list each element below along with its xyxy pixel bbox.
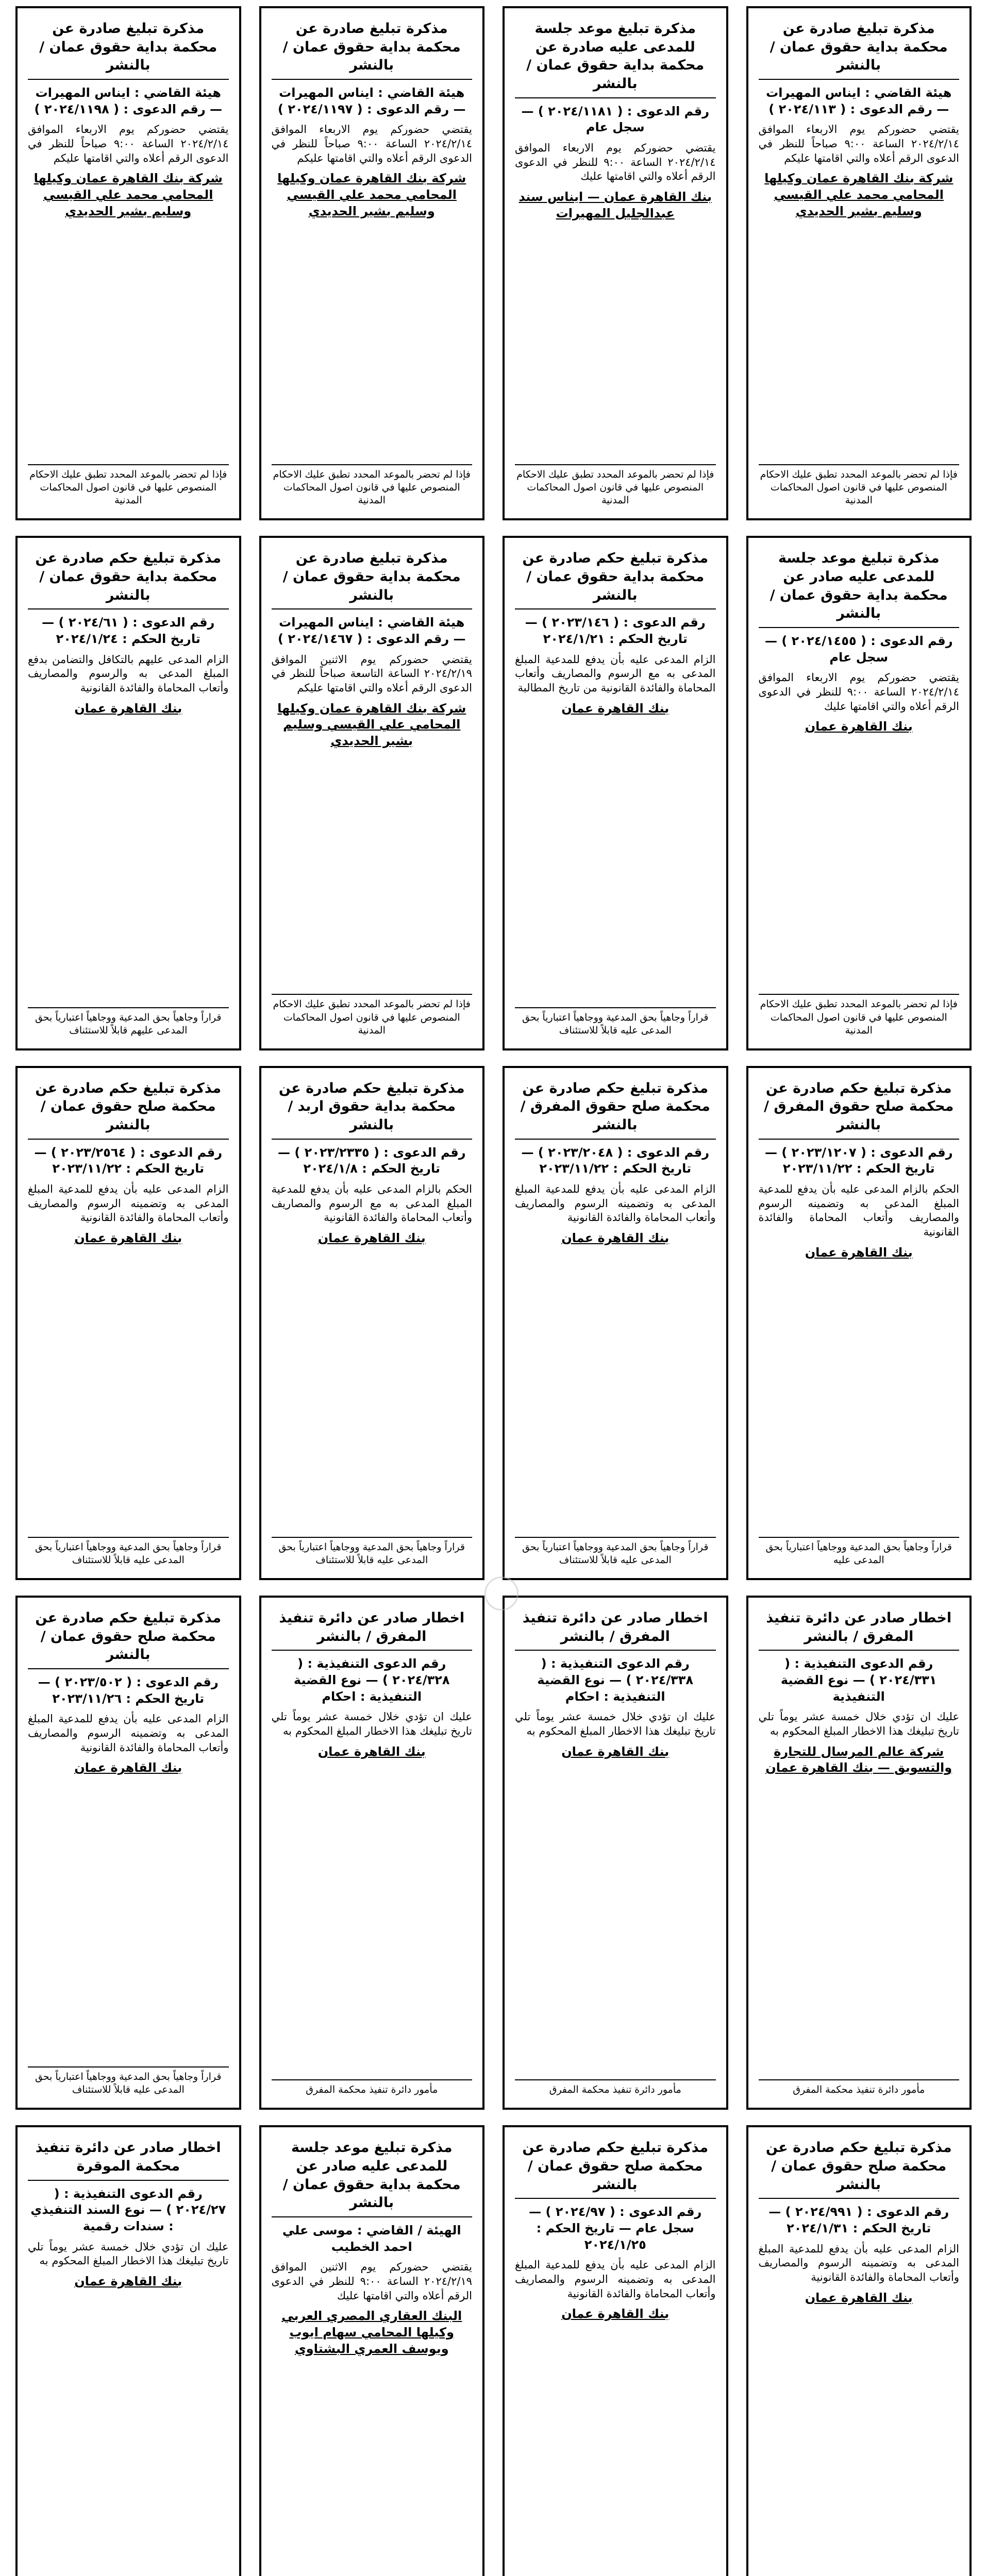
notice-body: يقتضي حضوركم يوم الاربعاء الموافق ٢٠٢٤/٢/١٤ الساعة ٩:٠٠ للنظر في الدعوى الرقم أعلاه والتي اقامتها عليك	[515, 141, 716, 183]
notice-footer: فإذا لم تحضر بالموعد المحدد تطبق عليك الاحكام المنصوص عليها في قانون اصول المحاكمات المدنية	[272, 994, 473, 1037]
notice-party: البنك العقاري المصري العربي وكيلها المحامي سهام ايوب ويوسف العمري البشتاوي	[281, 2309, 462, 2356]
notice-title: مذكرة تبليغ حكم صادرة عن محكمة بداية حقوق عمان / بالنشر	[28, 549, 229, 609]
notice-box	[503, 1596, 728, 2110]
notice-party: بنك القاهرة عمان	[561, 1744, 670, 1759]
notice-box	[259, 6, 485, 520]
notice-title: مذكرة تبليغ حكم صادرة عن محكمة بداية حقوق اربد / بالنشر	[272, 1079, 473, 1140]
notice-body: يقتضي حضوركم يوم الاثنين الموافق ٢٠٢٤/٢/١٩ الساعة ٩:٠٠ للنظر في الدعوى الرقم أعلاه والتي اقامتها عليك	[271, 2261, 472, 2302]
notice-meta: رقم الدعوى التنفيذية : ( ٢٠٢٤/٣٢٨ ) — نوع القضية التنفيذية : احكام	[293, 1656, 450, 1704]
notice-box	[746, 536, 972, 1050]
notice-body: يقتضي حضوركم يوم الاربعاء الموافق ٢٠٢٤/٢/١٤ الساعة ٩:٠٠ صباحاً للنظر في الدعوى الرقم أعلاه والتي اقامتها عليكم	[758, 123, 959, 164]
notice-box	[746, 2125, 972, 2576]
notice-box	[503, 6, 728, 520]
notice-title: مذكرة تبليغ حكم صادرة عن محكمة صلح حقوق عمان / بالنشر	[759, 2139, 960, 2199]
notice-meta: رقم الدعوى التنفيذية : ( ٢٠٢٤/٣٣١ ) — نوع القضية التنفيذية	[780, 1656, 937, 1704]
notice-title: مذكرة تبليغ صادرة عن محكمة بداية حقوق عمان / بالنشر	[272, 20, 473, 80]
notice-party: شركة بنك القاهرة عمان وكيلها المحامي محمد علي القيسي وسليم بشير الحديدي	[277, 171, 466, 218]
notice-box	[746, 1066, 972, 1580]
notice-title: اخطار صادر عن دائرة تنفيذ المفرق / بالنشر	[515, 1609, 716, 1651]
notice-footer: قراراً وجاهياً بحق المدعية ووجاهياً اعتبارياً بحق المدعى عليه قابلاً للاستئناف	[272, 1537, 473, 1567]
notice-meta: رقم الدعوى : ( ٢٠٢٣/٥٠٢ ) — تاريخ الحكم : ٢٠٢٣/١١/٢٦	[38, 1674, 219, 1706]
notice-body: الحكم بالزام المدعى عليه بأن يدفع للمدعية المبلغ المدعى به وتضمينه الرسوم والمصاريف وأتعاب المحاماة والفائدة القانونية	[758, 1182, 959, 1239]
notice-body: عليك ان تؤدي خلال خمسة عشر يوماً تلي تاريخ تبليغك هذا الاخطار المبلغ المحكوم به	[515, 1710, 716, 1737]
notice-body: الحكم بالزام المدعى عليه بأن يدفع للمدعية المبلغ المدعى به مع الرسوم والمصاريف وأتعاب المحاماة والفائدة القانونية	[271, 1182, 472, 1224]
notice-box	[15, 6, 241, 520]
notice-box	[15, 1066, 241, 1580]
notice-meta: هيئة القاضي : ايناس المهيرات — رقم الدعوى : ( ٢٠٢٤/١١٩٧ )	[277, 85, 466, 116]
notice-party: بنك القاهرة عمان	[805, 1245, 913, 1260]
notice-meta: رقم الدعوى : ( ٢٠٢٤/١٤٥٥ ) — سجل عام	[764, 633, 953, 665]
notice-body: عليك ان تؤدي خلال خمسة عشر يوماً تلي تاريخ تبليغك هذا الاخطار المبلغ المحكوم به	[28, 2240, 229, 2267]
notice-body: الزام المدعى عليه بأن يدفع للمدعية المبلغ المدعى به وتضمينه الرسوم والمصاريف وأتعاب المحاماة والفائدة القانونية	[515, 1182, 716, 1224]
notice-title: مذكرة تبليغ موعد جلسة للمدعى عليه صادرة عن محكمة بداية حقوق عمان / بالنشر	[515, 20, 716, 98]
notice-footer: قراراً وجاهياً بحق المدعية ووجاهياً اعتبارياً بحق المدعى عليه	[759, 1537, 960, 1567]
notice-footer: مأمور دائرة تنفيذ محكمة المفرق	[272, 2079, 473, 2096]
watermark-seal-icon	[484, 1577, 518, 1611]
notice-box	[746, 1596, 972, 2110]
notice-party: بنك القاهرة عمان	[805, 719, 913, 734]
notice-meta: رقم الدعوى : ( ٢٠٢٣/٢٣٣٥ ) — تاريخ الحكم : ٢٠٢٤/١/٨	[277, 1145, 466, 1176]
notice-meta: رقم الدعوى : ( ٢٠٢٣/١٤٦ ) — تاريخ الحكم : ٢٠٢٤/١/٢١	[525, 615, 706, 646]
notice-body: الزام المدعى عليه بأن يدفع للمدعية المبلغ المدعى به مع الرسوم والمصاريف وأتعاب المحاماة والفائدة القانونية من تاريخ المطالبة	[515, 653, 716, 694]
notice-footer: قراراً وجاهياً بحق المدعية ووجاهياً اعتبارياً بحق المدعى عليهم قابلاً للاستئناف	[28, 1007, 229, 1037]
notice-body: يقتضي حضوركم يوم الاثنين الموافق ٢٠٢٤/٢/١٩ الساعة التاسعة صباحاً للنظر في الدعوى الرقم أعلاه والتي اقامتها عليكم	[271, 653, 472, 694]
notice-footer: فإذا لم تحضر بالموعد المحدد تطبق عليك الاحكام المنصوص عليها في قانون اصول المحاكمات المدنية	[759, 994, 960, 1037]
notice-body: عليك ان تؤدي خلال خمسة عشر يوماً تلي تاريخ تبليغك هذا الاخطار المبلغ المحكوم به	[271, 1710, 472, 1737]
notice-body: الزام المدعى عليهم بالتكافل والتضامن بدفع المبلغ المدعى به والرسوم والمصاريف وأتعاب المحاماة والفائدة القانونية	[28, 653, 229, 694]
notice-body: عليك ان تؤدي خلال خمسة عشر يوماً تلي تاريخ تبليغك هذا الاخطار المبلغ المحكوم به	[758, 1710, 959, 1737]
notice-party: بنك القاهرة عمان — ايناس سند عبدالجليل المهيرات	[518, 190, 712, 221]
notice-party: بنك القاهرة عمان	[561, 1231, 670, 1246]
notice-title: مذكرة تبليغ حكم صادرة عن محكمة صلح حقوق عمان / بالنشر	[28, 1609, 229, 1669]
notice-footer: مأمور دائرة تنفيذ محكمة المفرق	[515, 2079, 716, 2096]
notice-meta: رقم الدعوى التنفيذية : ( ٢٠٢٤/٣٣٨ ) — نوع القضية التنفيذية : احكام	[537, 1656, 694, 1704]
notice-party: شركة عالم المرسال للتجارة والتسويق — بنك القاهرة عمان	[765, 1744, 952, 1775]
notice-title: مذكرة تبليغ حكم صادرة عن محكمة بداية حقوق عمان / بالنشر	[515, 549, 716, 609]
notice-box	[15, 536, 241, 1050]
notice-body: الزام المدعى عليه بأن يدفع للمدعية المبلغ المدعى به وتضمينه الرسوم والمصاريف وأتعاب المحاماة والفائدة القانونية	[758, 2242, 959, 2283]
notice-meta: رقم الدعوى : ( ٢٠٢٤/١١٨١ ) — سجل عام	[521, 104, 710, 135]
notice-title: مذكرة تبليغ حكم صادرة عن محكمة صلح حقوق عمان / بالنشر	[28, 1079, 229, 1140]
notice-party: شركة بنك القاهرة عمان وكيلها المحامي محمد علي القيسي وسليم بشير الحديدي	[34, 171, 223, 218]
notice-meta: هيئة القاضي : ايناس المهيرات — رقم الدعوى : ( ٢٠٢٤/١١٣ )	[766, 85, 952, 116]
notice-box	[259, 2125, 485, 2576]
notice-party: بنك القاهرة عمان	[561, 2307, 670, 2321]
notice-party: بنك القاهرة عمان	[74, 2274, 182, 2289]
notice-party: بنك القاهرة عمان	[74, 1231, 182, 1246]
notice-party: بنك القاهرة عمان	[74, 701, 182, 716]
notice-title: مذكرة تبليغ موعد جلسة للمدعى عليه صادر عن محكمة بداية حقوق عمان / بالنشر	[759, 549, 960, 628]
notice-footer: فإذا لم تحضر بالموعد المحدد تطبق عليك الاحكام المنصوص عليها في قانون اصول المحاكمات المدنية	[515, 464, 716, 507]
notice-meta: رقم الدعوى التنفيذية : ( ٢٠٢٤/٢٧ ) — نوع السند التنفيذي : سندات رقمية	[30, 2186, 226, 2233]
notice-box	[259, 1066, 485, 1580]
notice-footer: مأمور دائرة تنفيذ محكمة المفرق	[759, 2079, 960, 2096]
notice-box	[15, 2125, 241, 2576]
notice-footer: قراراً وجاهياً بحق المدعية ووجاهياً اعتبارياً بحق المدعى عليه قابلاً للاستئناف	[28, 1537, 229, 1567]
notice-body: الزام المدعى عليه بأن يدفع للمدعية المبلغ المدعى به وتضمينه الرسوم والمصاريف وأتعاب المحاماة والفائدة القانونية	[28, 1182, 229, 1224]
notice-title: مذكرة تبليغ حكم صادرة عن محكمة صلح حقوق عمان / بالنشر	[515, 2139, 716, 2199]
notice-body: يقتضي حضوركم يوم الاربعاء الموافق ٢٠٢٤/٢/١٤ الساعة ٩:٠٠ للنظر في الدعوى الرقم أعلاه والتي اقامتها عليك	[758, 671, 959, 713]
notice-meta: هيئة القاضي : ايناس المهيرات — رقم الدعوى : ( ٢٠٢٤/١٤٦٧ )	[277, 615, 466, 646]
notice-meta: رقم الدعوى : ( ٢٠٢٣/٢٥٦٤ ) — تاريخ الحكم : ٢٠٢٣/١١/٢٢	[34, 1145, 223, 1176]
notice-box	[259, 1596, 485, 2110]
notice-party: بنك القاهرة عمان	[805, 2290, 913, 2305]
notice-party: بنك القاهرة عمان	[317, 1231, 426, 1246]
notice-meta: هيئة القاضي : ايناس المهيرات — رقم الدعوى : ( ٢٠٢٤/١١٩٨ )	[34, 85, 222, 116]
notice-meta: الهيئة / القاضي : موسى علي احمد الخطيب	[282, 2223, 461, 2254]
notice-body: يقتضي حضوركم يوم الاربعاء الموافق ٢٠٢٤/٢/١٤ الساعة ٩:٠٠ صباحاً للنظر في الدعوى الرقم أعلاه والتي اقامتها عليكم	[28, 123, 229, 164]
notice-title: مذكرة تبليغ صادرة عن محكمة بداية حقوق عمان / بالنشر	[759, 20, 960, 80]
notice-title: مذكرة تبليغ صادرة عن محكمة بداية حقوق عمان / بالنشر	[28, 20, 229, 80]
notice-title: مذكرة تبليغ حكم صادرة عن محكمة صلح حقوق المفرق / بالنشر	[515, 1079, 716, 1140]
notice-box	[503, 1066, 728, 1580]
notice-party: بنك القاهرة عمان	[317, 1744, 426, 1759]
notice-meta: رقم الدعوى : ( ٢٠٢٣/٢٠٤٨ ) — تاريخ الحكم : ٢٠٢٣/١١/٢٢	[521, 1145, 710, 1176]
notice-body: الزام المدعى عليه بأن يدفع للمدعية المبلغ المدعى به وتضمينه الرسوم والمصاريف وأتعاب المحاماة والفائدة القانونية	[515, 2259, 716, 2300]
notice-box	[15, 1596, 241, 2110]
notice-footer: قراراً وجاهياً بحق المدعية ووجاهياً اعتبارياً بحق المدعى عليه قابلاً للاستئناف	[28, 2066, 229, 2096]
notice-title: مذكرة تبليغ موعد جلسة للمدعى عليه صادر عن محكمة بداية حقوق عمان / بالنشر	[272, 2139, 473, 2217]
notice-box	[503, 536, 728, 1050]
notice-body: يقتضي حضوركم يوم الاربعاء الموافق ٢٠٢٤/٢/١٤ الساعة ٩:٠٠ صباحاً للنظر في الدعوى الرقم أعلاه والتي اقامتها عليكم	[271, 123, 472, 164]
notice-meta: رقم الدعوى : ( ٢٠٢٣/١٢٠٧ ) — تاريخ الحكم : ٢٠٢٣/١١/٢٢	[764, 1145, 953, 1176]
notice-box	[746, 6, 972, 520]
notice-meta: رقم الدعوى : ( ٢٠٢٤/٩٩١ ) — تاريخ الحكم : ٢٠٢٤/١/٣١	[768, 2205, 949, 2235]
notice-box	[503, 2125, 728, 2576]
notice-footer: قراراً وجاهياً بحق المدعية ووجاهياً اعتبارياً بحق المدعى عليه قابلاً للاستئناف	[515, 1537, 716, 1567]
notice-title: اخطار صادر عن دائرة تنفيذ المفرق / بالنشر	[272, 1609, 473, 1651]
notice-title: اخطار صادر عن دائرة تنفيذ محكمة الموقرة	[28, 2139, 229, 2180]
notice-title: اخطار صادر عن دائرة تنفيذ المفرق / بالنشر	[759, 1609, 960, 1651]
notice-meta: رقم الدعوى : ( ٢٠٢٤/٦١ ) — تاريخ الحكم : ٢٠٢٤/١/٢٤	[42, 615, 215, 646]
notice-party: شركة بنك القاهرة عمان وكيلها المحامي علي القيسي وسليم بشير الحديدي	[277, 701, 466, 749]
notice-body: الزام المدعى عليه بأن يدفع للمدعية المبلغ المدعى به وتضمينه الرسوم والمصاريف وأتعاب المحاماة والفائدة القانونية	[28, 1713, 229, 1754]
notice-party: بنك القاهرة عمان	[74, 1760, 182, 1775]
notice-footer: فإذا لم تحضر بالموعد المحدد تطبق عليك الاحكام المنصوص عليها في قانون اصول المحاكمات المدنية	[759, 464, 960, 507]
notice-footer: قراراً وجاهياً بحق المدعية ووجاهياً اعتبارياً بحق المدعى عليه قابلاً للاستئناف	[515, 1007, 716, 1037]
notice-meta: رقم الدعوى : ( ٢٠٢٤/٩٧ ) — سجل عام — تاريخ الحكم : ٢٠٢٤/١/٢٥	[529, 2205, 702, 2252]
notice-footer: فإذا لم تحضر بالموعد المحدد تطبق عليك الاحكام المنصوص عليها في قانون اصول المحاكمات المدنية	[272, 464, 473, 507]
notice-box	[259, 536, 485, 1050]
notice-title: مذكرة تبليغ حكم صادرة عن محكمة صلح حقوق المفرق / بالنشر	[759, 1079, 960, 1140]
notice-party: بنك القاهرة عمان	[561, 701, 670, 716]
notices-grid	[15, 6, 972, 2576]
notice-footer: فإذا لم تحضر بالموعد المحدد تطبق عليك الاحكام المنصوص عليها في قانون اصول المحاكمات المدنية	[28, 464, 229, 507]
notice-party: شركة بنك القاهرة عمان وكيلها المحامي محمد علي القيسي وسليم بشير الحديدي	[764, 171, 953, 218]
notice-title: مذكرة تبليغ صادرة عن محكمة بداية حقوق عمان / بالنشر	[272, 549, 473, 609]
